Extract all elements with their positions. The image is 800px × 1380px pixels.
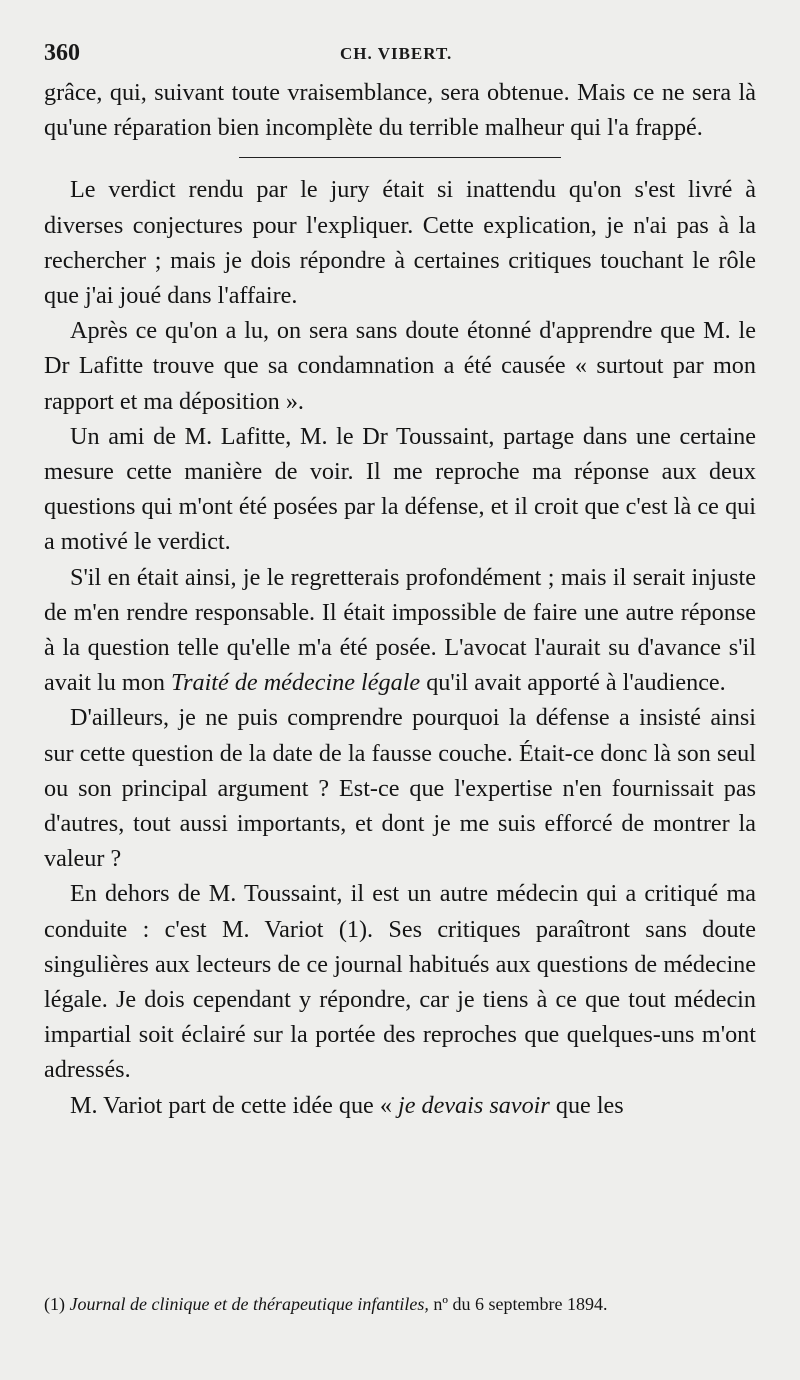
- page-number: 360: [44, 40, 80, 66]
- paragraph-5-text-b: qu'il avait apporté à l'audience.: [420, 669, 726, 697]
- footnote: [44, 1292, 756, 1316]
- paragraph-6: D'ailleurs, je ne puis comprendre pourquoi la défense a insisté ainsi sur cette question de la date de la fausse couche. Était-ce donc là son seul ou son principal argument ? Est-ce que l'expertise n'en fournissait pas d'autres, tout aussi importants, et dont je me suis efforcé de montrer la valeur ?: [44, 704, 756, 873]
- paragraph-8-text-b: que les: [549, 1091, 624, 1119]
- paragraph-8-italic-quote: je devais savoir: [397, 1091, 550, 1119]
- paragraph-5-italic-title: Traité de médecine légale: [170, 669, 421, 697]
- paragraph-2: Le verdict rendu par le jury était si inattendu qu'on s'est livré à diverses conjectures pour l'expliquer. Cette explication, je n'ai pas à la rechercher ; mais je dois répondre à certaines critiques touchant le rôle que j'ai joué dans l'affaire.: [44, 176, 756, 310]
- page-header: [44, 40, 760, 72]
- paragraph-5: [44, 560, 756, 701]
- paragraph-4: Un ami de M. Lafitte, M. le Dr Toussaint, partage dans une certaine mesure cette manière de voir. Il me reproche ma réponse aux deux questions qui m'ont été posées par la défense, et il croit que c'est là ce qui a motivé le verdict.: [44, 422, 756, 556]
- paragraph-1: grâce, qui, suivant toute vraisemblance, sera obtenue. Mais ce ne sera là qu'une réparation bien incomplète du terrible malheur qui l'a frappé.: [44, 79, 756, 142]
- footnote-journal-title: Journal de clinique et de thérapeutique infantiles,: [69, 1294, 429, 1314]
- paragraph-7: En dehors de M. Toussaint, il est un autre médecin qui a critiqué ma conduite : c'est M. Variot (1). Ses critiques paraîtront sans doute singulières aux lecteurs de ce journal habitués aux questions de médecine légale. Je dois cependant y répondre, car je tiens à ce que tout médecin impartial soit éclairé sur la portée des reproches que quelques-uns m'ont adressés.: [44, 880, 756, 1084]
- paragraph-3: Après ce qu'on a lu, on sera sans doute étonné d'apprendre que M. le Dr Lafitte trouve que sa condamnation a été causée « surtout par mon rapport et ma déposition ».: [44, 317, 756, 415]
- body-text: [44, 75, 756, 1123]
- footnote-marker: (1): [44, 1294, 65, 1314]
- paragraph-5-text-a: S'il en était ainsi, je le regretterais profondément ; mais il serait injuste de m'en rendre responsable. Il était impossible de faire une autre réponse à la question telle qu'elle m'a été posée. L'avocat l'aurait su d'avance s'il avait lu mon: [44, 563, 756, 697]
- paragraph-8: [44, 1088, 756, 1123]
- footnote-text: nº du 6 septembre 1894.: [428, 1294, 608, 1314]
- running-head: CH. VIBERT.: [340, 44, 453, 63]
- section-rule: [239, 157, 561, 158]
- paragraph-8-text-a: M. Variot part de cette idée que «: [70, 1091, 398, 1119]
